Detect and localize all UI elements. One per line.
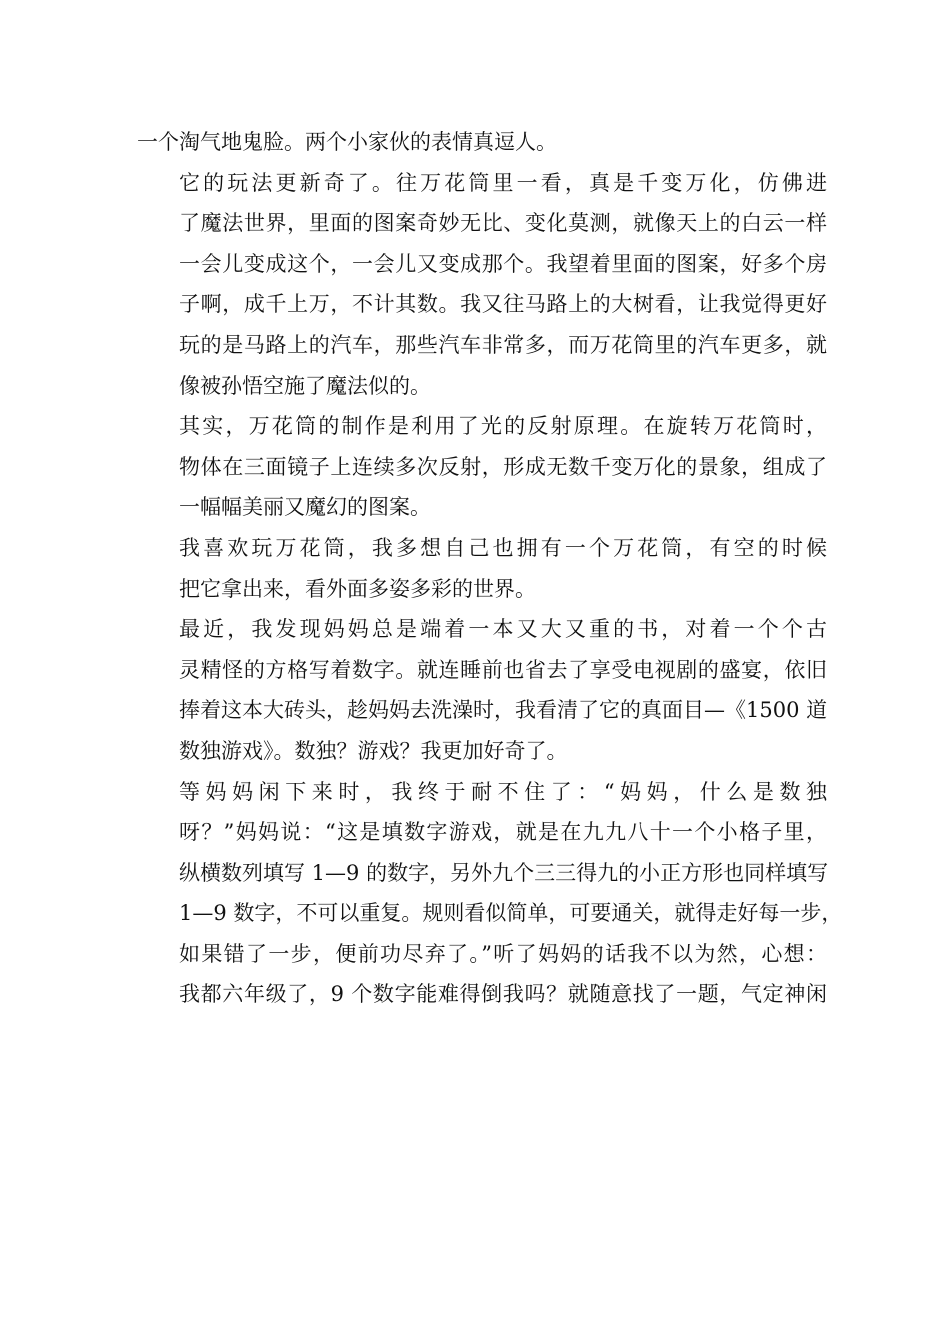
text-line: 等妈妈闲下来时，我终于耐不住了：“妈妈，什么是数独: [179, 779, 827, 804]
text-line: 物体在三面镜子上连续多次反射，形成无数千变万化的景象，组成了: [179, 454, 827, 479]
text-line: 一幅幅美丽又魔幻的图案。: [179, 495, 431, 520]
text-line: 最近，我发现妈妈总是端着一本又大又重的书，对着一个个古: [179, 617, 827, 642]
text-line: 灵精怪的方格写着数字。就连睡前也省去了享受电视剧的盛宴，依旧: [179, 657, 827, 682]
text-line: 把它拿出来，看外面多姿多彩的世界。: [179, 576, 536, 601]
text-line: 如果错了一步，便前功尽弃了。”听了妈妈的话我不以为然，心想：: [179, 941, 827, 966]
paragraph-1: [137, 122, 827, 163]
text-line: 数独游戏》。数独？游戏？我更加好奇了。: [179, 738, 568, 763]
paragraph-6: [137, 772, 843, 1016]
text-line: 捧着这本大砖头，趁妈妈去洗澡时，我看清了它的真面目—《1500 道: [179, 698, 828, 723]
text-line: 它的玩法更新奇了。往万花筒里一看，真是千变万化，仿佛进: [179, 170, 827, 195]
text-line: 像被孙悟空施了魔法似的。: [179, 373, 431, 398]
text-line: 纵横数列填写 1—9 的数字，另外九个三三得九的小正方形也同样填写: [179, 860, 829, 885]
body-text: [137, 122, 843, 1015]
text-line: 我都六年级了，9 个数字能难得倒我吗？就随意找了一题，气定神闲: [179, 982, 827, 1007]
text-line: 呀？”妈妈说：“这是填数字游戏，就是在九九八十一个小格子里，: [179, 820, 827, 845]
text-line: 其实，万花筒的制作是利用了光的反射原理。在旋转万花筒时，: [179, 414, 827, 439]
paragraph-2: [137, 163, 827, 407]
text-line: 了魔法世界，里面的图案奇妙无比、变化莫测，就像天上的白云一样: [179, 211, 827, 236]
text-line: 我喜欢玩万花筒，我多想自己也拥有一个万花筒，有空的时候: [179, 535, 827, 560]
text-line: 一个淘气地鬼脸。两个小家伙的表情真逗人。: [137, 130, 557, 154]
text-line: 1—9 数字，不可以重复。规则看似简单，可要通关，就得走好每一步，: [179, 901, 843, 926]
text-line: 一会儿变成这个，一会儿又变成那个。我望着里面的图案，好多个房: [179, 251, 827, 276]
text-line: 子啊，成千上万，不计其数。我又往马路上的大树看，让我觉得更好: [179, 292, 827, 317]
text-line: 玩的是马路上的汽车，那些汽车非常多，而万花筒里的汽车更多，就: [179, 332, 827, 357]
paragraph-3: [137, 406, 827, 528]
paragraph-4: [137, 528, 827, 609]
paragraph-5: [137, 609, 827, 771]
